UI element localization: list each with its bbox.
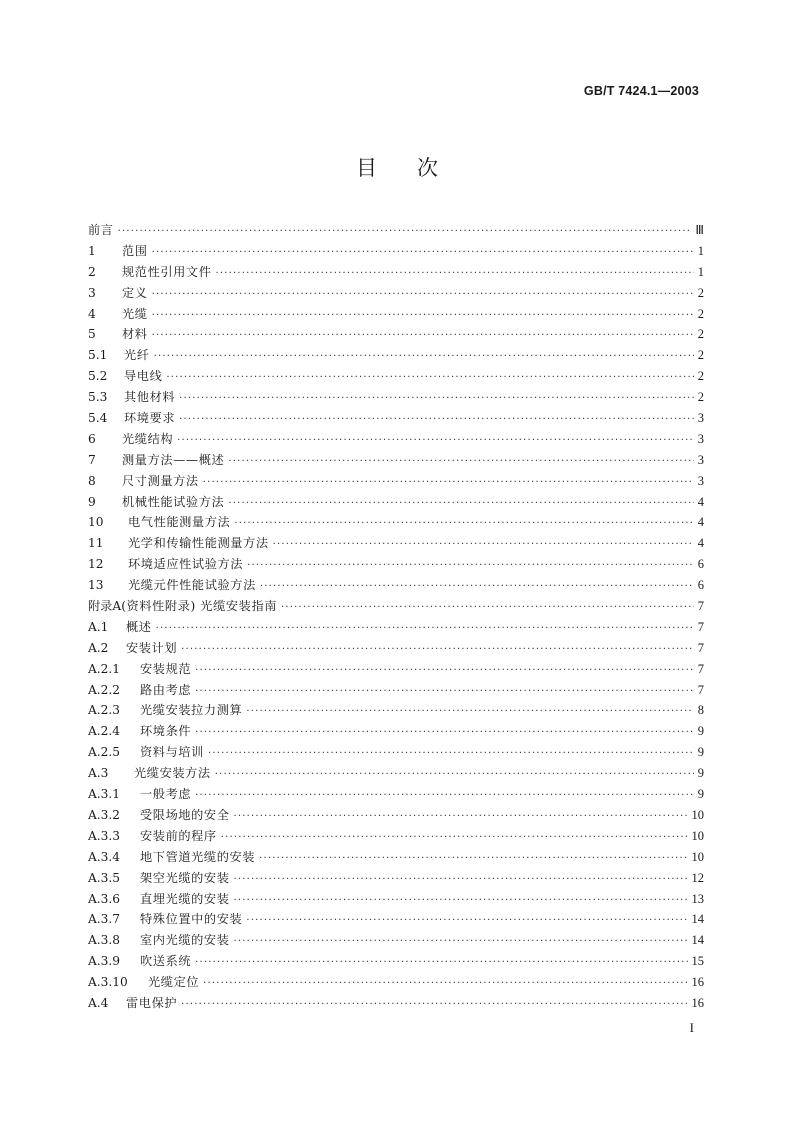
toc-entry[interactable]: [88, 847, 704, 868]
toc-entry[interactable]: [88, 659, 704, 680]
toc-entry[interactable]: [88, 700, 704, 721]
toc-section-number: 5.4: [88, 411, 108, 426]
toc-section-number: A.2.1: [88, 661, 121, 676]
toc-section-title: 前言: [88, 223, 114, 237]
toc-page-number: 7: [697, 682, 704, 697]
toc-page-number: 7: [697, 599, 704, 614]
toc-section-title: 光缆安装方法: [134, 766, 211, 781]
toc-section-number: A.1: [88, 619, 109, 634]
toc-entry[interactable]: [88, 220, 704, 241]
toc-page-number: 6: [697, 557, 704, 572]
toc-section-title: 环境适应性试验方法: [128, 557, 244, 572]
toc-page-number: 7: [697, 619, 704, 634]
toc-entry[interactable]: [88, 617, 704, 638]
toc-section-title: 架空光缆的安装: [140, 870, 230, 885]
toc-page-number: 4: [697, 536, 704, 551]
toc-page-number: 12: [691, 870, 704, 885]
toc-section-number: 2: [88, 264, 96, 279]
toc-section-title: 范围: [122, 243, 148, 258]
dot-leader: [208, 744, 694, 765]
toc-page-number: 9: [697, 787, 704, 802]
toc-section-title: 雷电保护: [126, 995, 178, 1010]
dot-leader: [228, 452, 693, 473]
toc-entry[interactable]: [88, 283, 704, 304]
toc-page-number: 2: [697, 369, 704, 384]
toc-section-number: A.3.7: [88, 912, 121, 927]
toc-section-number: A.3.1: [88, 787, 121, 802]
toc-section-number: 1: [88, 243, 96, 258]
toc-page-number: 8: [697, 703, 704, 718]
toc-entry[interactable]: [88, 429, 704, 450]
dot-leader: [156, 619, 694, 640]
toc-page-number: 2: [697, 348, 704, 363]
toc-page-number: 10: [691, 849, 704, 864]
dot-leader: [228, 494, 693, 515]
toc-section-number: 7: [88, 452, 96, 467]
toc-entry[interactable]: [88, 241, 704, 262]
standard-number: GB/T 7424.1—2003: [583, 84, 699, 98]
toc-section-title: 地下管道光缆的安装: [140, 849, 256, 864]
toc-section-number: 10: [88, 515, 104, 530]
toc-section-number: 9: [88, 494, 96, 509]
dot-leader: [234, 891, 688, 912]
toc-page-number: 6: [697, 578, 704, 593]
dot-leader: [118, 222, 692, 243]
toc-entry[interactable]: [88, 889, 704, 910]
toc-section-title: 受限场地的安全: [140, 807, 230, 822]
toc-section-title: 光缆元件性能试验方法: [128, 578, 256, 593]
page-title: [0, 152, 794, 182]
dot-leader: [246, 702, 693, 723]
toc-section-number: A.3.2: [88, 807, 121, 822]
toc-entry[interactable]: [88, 784, 704, 805]
toc-page-number: 9: [697, 724, 704, 739]
toc-page-number: 2: [697, 306, 704, 321]
dot-leader: [234, 870, 688, 891]
toc-page-number: 3: [697, 431, 704, 446]
dot-leader: [179, 410, 694, 431]
toc-page-number: 14: [691, 912, 704, 927]
toc-section-number: A.3.6: [88, 891, 121, 906]
toc-section-title: 室内光缆的安装: [140, 933, 230, 948]
toc-section-title: 光学和传输性能测量方法: [128, 536, 269, 551]
toc-page-number: 3: [697, 473, 704, 488]
dot-leader: [215, 765, 694, 786]
toc-section-title: 路由考虑: [140, 682, 192, 697]
title-char-2: 次: [417, 156, 438, 180]
toc-section-number: 3: [88, 285, 96, 300]
dot-leader: [234, 807, 688, 828]
toc-page-number: 16: [691, 975, 704, 990]
dot-leader: [195, 723, 694, 744]
toc-section-number: 附录A: [88, 599, 122, 614]
dot-leader: [247, 556, 694, 577]
toc-page-number: 9: [697, 745, 704, 760]
toc-section-number: A.2.2: [88, 682, 121, 697]
toc-section-title: 光缆安装拉力测算: [140, 703, 243, 718]
toc-section-number: 11: [88, 536, 104, 551]
toc-section-title: 导电线: [124, 369, 163, 384]
toc-entry[interactable]: [88, 575, 704, 596]
toc-entry[interactable]: [88, 512, 704, 533]
toc-section-number: 12: [88, 557, 104, 572]
toc-section-title: 材料: [122, 327, 148, 342]
toc-entry[interactable]: [88, 909, 704, 930]
toc-entry[interactable]: [88, 680, 704, 701]
toc-section-number: A.3.10: [88, 975, 128, 990]
toc-page-number: 9: [697, 766, 704, 781]
toc-page-number: 3: [697, 452, 704, 467]
toc-page-number: 1: [697, 264, 704, 279]
toc-section-title: 安装规范: [140, 661, 192, 676]
toc-page-number: 4: [697, 494, 704, 509]
toc-entry[interactable]: [88, 972, 704, 993]
toc-section-number: 5: [88, 327, 96, 342]
dot-leader: [203, 974, 687, 995]
toc-entry[interactable]: [88, 805, 704, 826]
title-char-1: 目: [356, 156, 377, 180]
toc-section-title: 机械性能试验方法: [122, 494, 225, 509]
toc-entry[interactable]: [88, 324, 704, 345]
toc-page-number: 15: [691, 954, 704, 969]
dot-leader: [181, 640, 694, 661]
toc-section-number: A.3.9: [88, 954, 121, 969]
toc-entry[interactable]: [88, 742, 704, 763]
toc-entry[interactable]: [88, 345, 704, 366]
toc-section-title: 光缆定位: [148, 975, 200, 990]
toc-entry[interactable]: [88, 492, 704, 513]
toc-section-number: A.3: [88, 766, 109, 781]
dot-leader: [234, 514, 693, 535]
toc-entry[interactable]: [88, 763, 704, 784]
dot-leader: [195, 661, 694, 682]
toc-section-number: A.3.8: [88, 933, 121, 948]
toc-page-number: 7: [697, 640, 704, 655]
dot-leader: [203, 473, 694, 494]
toc-section-number: 8: [88, 473, 96, 488]
toc-entry[interactable]: [88, 721, 704, 742]
toc-section-number: 13: [88, 578, 104, 593]
toc-page-number: 4: [697, 515, 704, 530]
dot-leader: [195, 953, 687, 974]
toc-section-title: (资料性附录) 光缆安装指南: [121, 599, 278, 614]
toc-entry[interactable]: [88, 450, 704, 471]
dot-leader: [166, 368, 693, 389]
toc-section-title: 直埋光缆的安装: [140, 891, 230, 906]
dot-leader: [152, 326, 694, 347]
dot-leader: [152, 243, 694, 264]
toc-page-number: 10: [691, 828, 704, 843]
toc-section-number: A.2.5: [88, 745, 121, 760]
toc-section-title: 光缆: [122, 306, 148, 321]
dot-leader: [177, 431, 694, 452]
toc-section-title: 尺寸测量方法: [122, 473, 199, 488]
toc-section-number: A.2.4: [88, 724, 121, 739]
toc-entry[interactable]: [88, 366, 704, 387]
toc-entry[interactable]: [88, 304, 704, 325]
toc-section-title: 吹送系统: [140, 954, 192, 969]
dot-leader: [152, 285, 694, 306]
toc-section-number: 6: [88, 431, 96, 446]
toc-page-number: 14: [691, 933, 704, 948]
toc-section-title: 电气性能测量方法: [128, 515, 231, 530]
page-folio: I: [689, 1020, 694, 1035]
dot-leader: [216, 264, 694, 285]
toc-page-number: 16: [691, 995, 704, 1010]
dot-leader: [234, 932, 688, 953]
dot-leader: [152, 306, 694, 327]
toc-section-number: A.2: [88, 640, 109, 655]
toc-entry[interactable]: [88, 387, 704, 408]
dot-leader: [221, 828, 688, 849]
toc-section-title: 光缆结构: [122, 431, 174, 446]
dot-leader: [154, 347, 694, 368]
toc-section-title: 测量方法——概述: [122, 452, 225, 467]
toc-entry[interactable]: [88, 868, 704, 889]
dot-leader: [246, 911, 687, 932]
toc-page-number: 1: [697, 243, 704, 258]
toc-section-title: 环境条件: [140, 724, 192, 739]
dot-leader: [260, 577, 694, 598]
table-of-contents: [88, 220, 704, 1014]
toc-entry[interactable]: [88, 638, 704, 659]
toc-page-number: 7: [697, 661, 704, 676]
toc-section-title: 规范性引用文件: [122, 264, 212, 279]
toc-page-number: 3: [697, 411, 704, 426]
toc-entry[interactable]: [88, 826, 704, 847]
dot-leader: [195, 786, 694, 807]
toc-entry[interactable]: [88, 471, 704, 492]
toc-section-title: 定义: [122, 285, 148, 300]
toc-page-number: 2: [697, 327, 704, 342]
toc-section-number: A.3.3: [88, 828, 121, 843]
toc-page-number: 2: [697, 285, 704, 300]
dot-leader: [179, 389, 694, 410]
toc-page-number: Ⅲ: [695, 223, 704, 237]
toc-section-title: 其他材料: [124, 390, 176, 405]
toc-section-title: 概述: [126, 619, 152, 634]
toc-entry[interactable]: [88, 993, 704, 1014]
toc-section-number: 4: [88, 306, 96, 321]
dot-leader: [259, 849, 687, 870]
toc-section-number: A.4: [88, 995, 109, 1010]
toc-section-number: A.3.4: [88, 849, 121, 864]
dot-leader: [281, 598, 694, 619]
toc-section-number: 5.3: [88, 390, 108, 405]
toc-section-title: 环境要求: [124, 411, 176, 426]
toc-entry[interactable]: [88, 930, 704, 951]
toc-entry[interactable]: [88, 596, 704, 617]
toc-page-number: 2: [697, 390, 704, 405]
dot-leader: [181, 995, 687, 1016]
toc-section-number: 5.2: [88, 369, 108, 384]
toc-page-number: 13: [691, 891, 704, 906]
toc-section-title: 安装前的程序: [140, 828, 217, 843]
toc-section-title: 安装计划: [126, 640, 178, 655]
toc-entry[interactable]: [88, 262, 704, 283]
toc-section-title: 光纤: [124, 348, 150, 363]
dot-leader: [195, 682, 694, 703]
toc-entry[interactable]: [88, 951, 704, 972]
dot-leader: [273, 535, 694, 556]
toc-section-number: A.2.3: [88, 703, 121, 718]
toc-entry[interactable]: [88, 533, 704, 554]
toc-section-title: 一般考虑: [140, 787, 192, 802]
toc-section-number: 5.1: [88, 348, 108, 363]
toc-section-title: 特殊位置中的安装: [140, 912, 243, 927]
toc-section-title: 资料与培训: [140, 745, 204, 760]
toc-section-number: A.3.5: [88, 870, 121, 885]
toc-entry[interactable]: [88, 408, 704, 429]
toc-page-number: 10: [691, 807, 704, 822]
toc-entry[interactable]: [88, 554, 704, 575]
